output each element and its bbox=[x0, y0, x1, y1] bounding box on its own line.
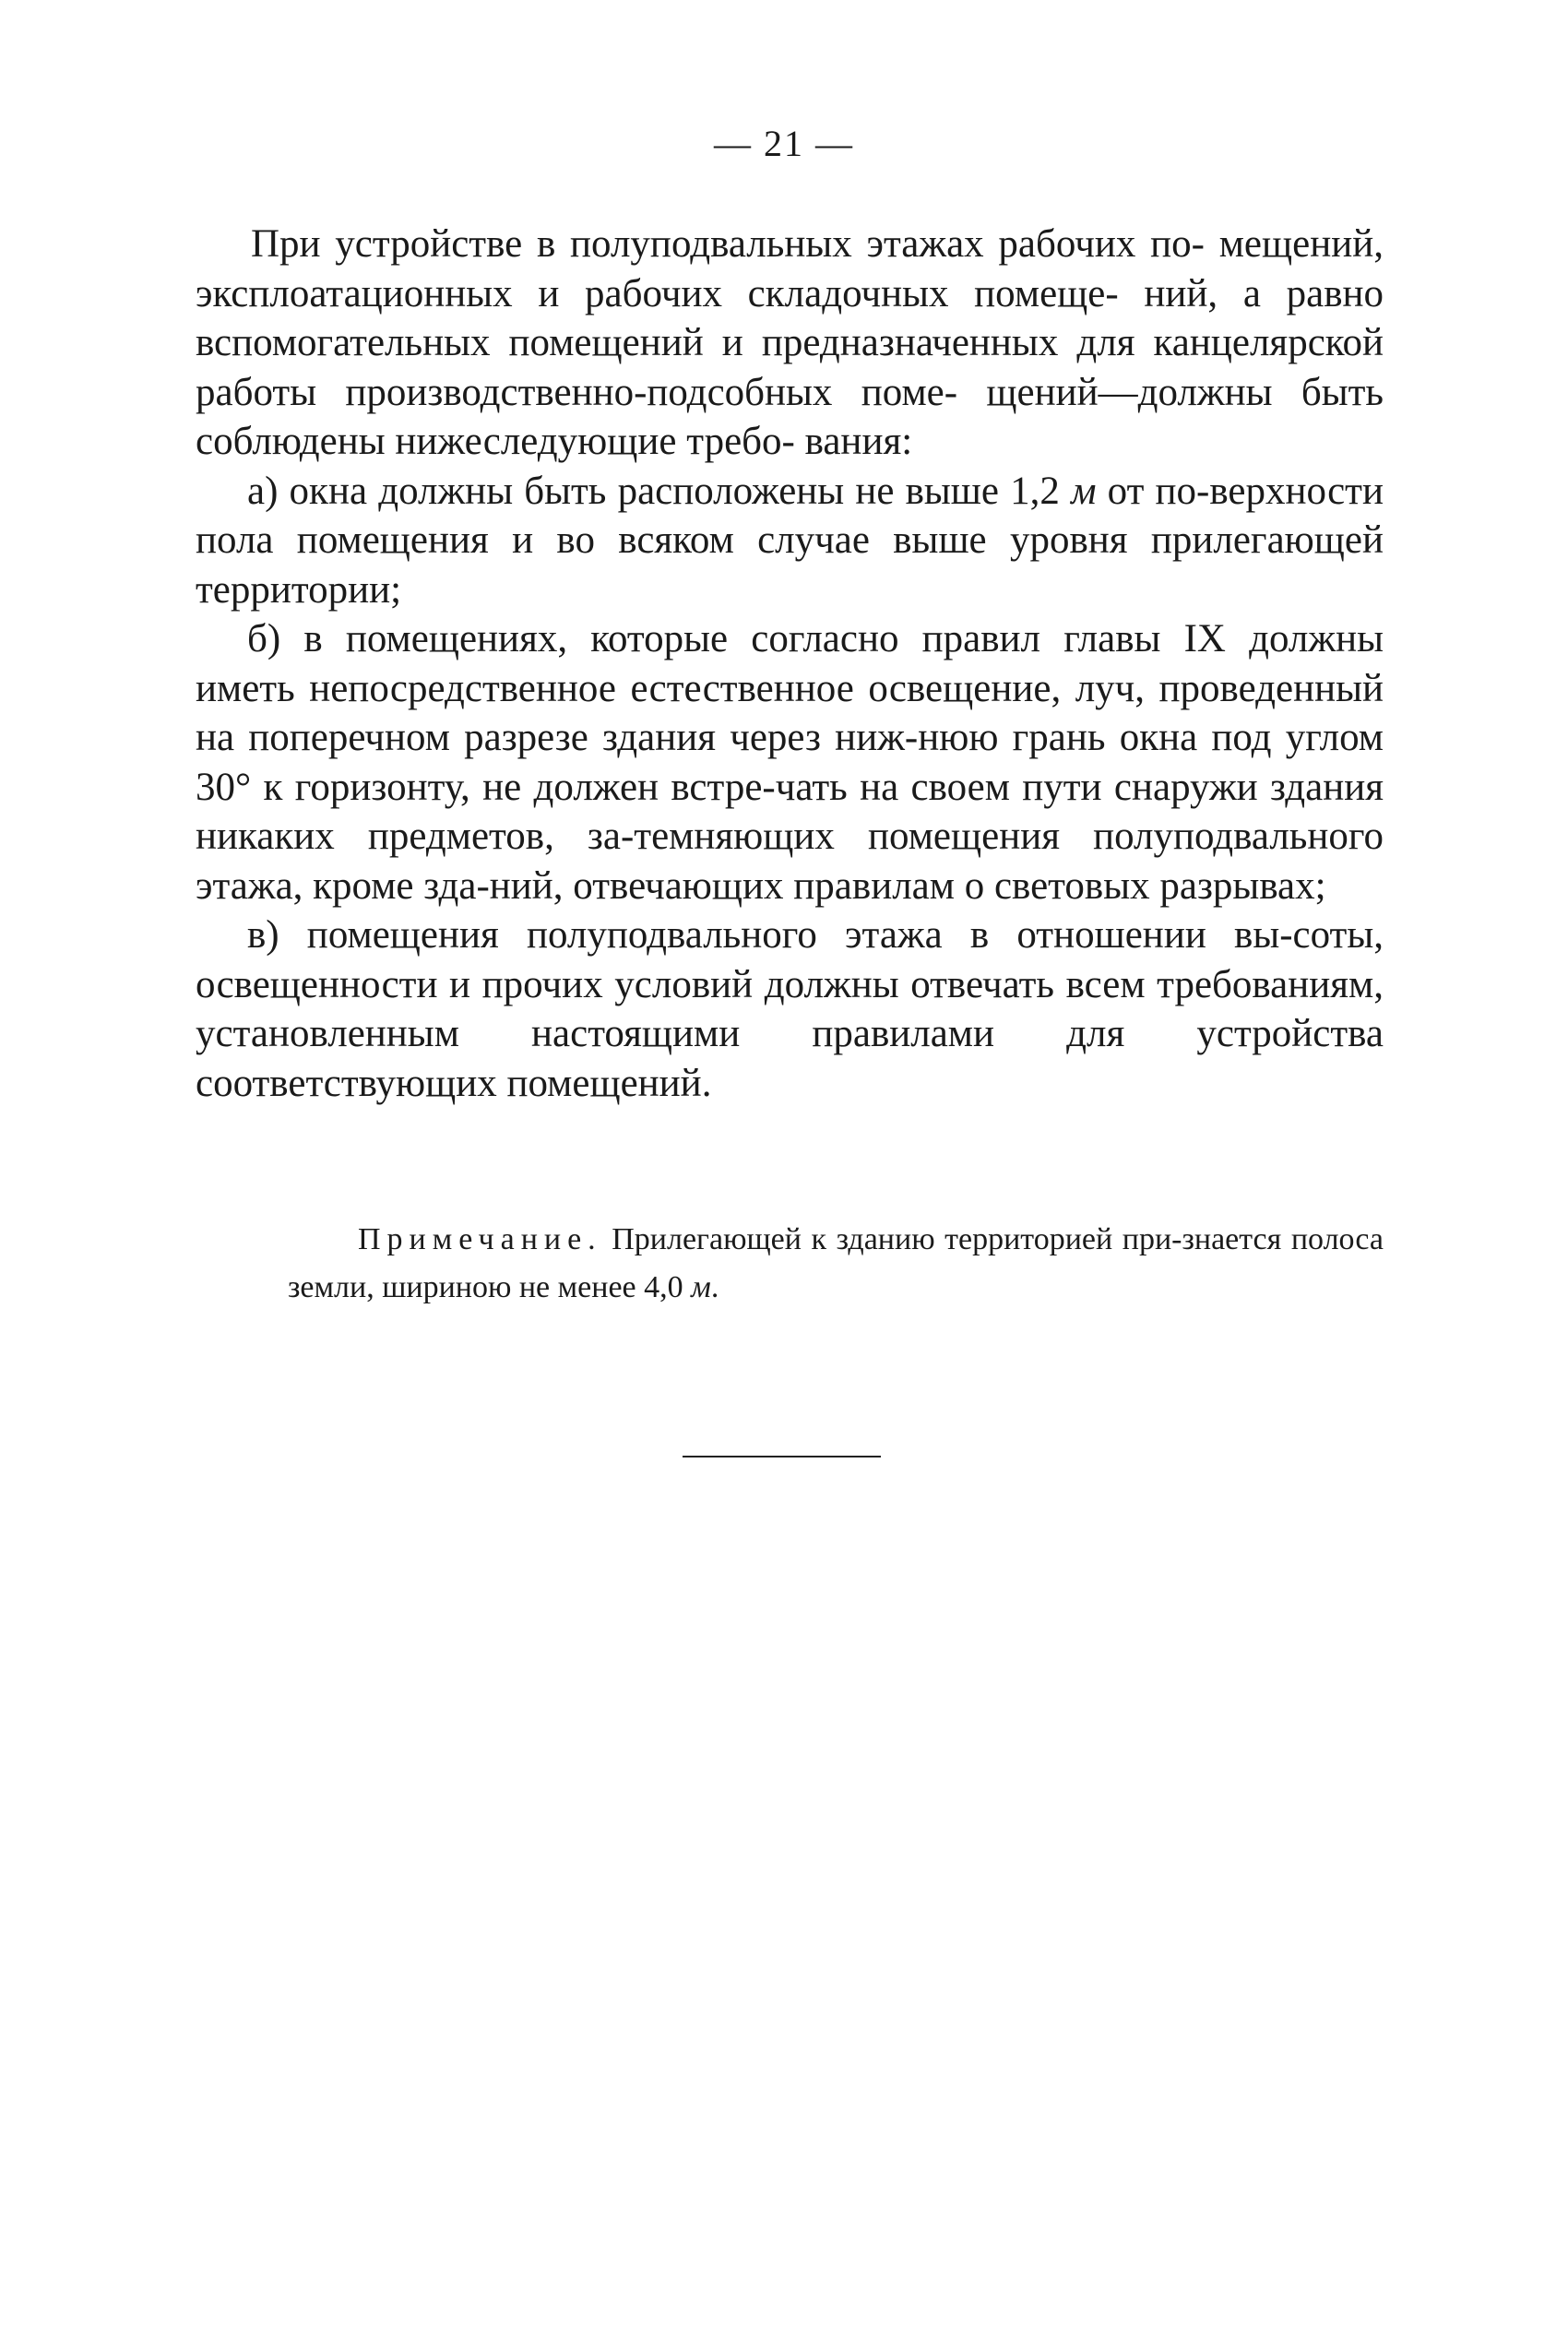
item-a-text: а) окна должны быть расположены не выше 1,2 bbox=[247, 469, 1072, 513]
note-paragraph bbox=[288, 1216, 1384, 1312]
note bbox=[288, 1216, 1384, 1312]
intro-line: щений—должны быть соблюдены нижеследующие требо- bbox=[196, 370, 1384, 463]
item-a-unit: м bbox=[1071, 469, 1097, 513]
intro-line: ний, а равно вспомогательных помещений и предназначенных bbox=[196, 271, 1384, 364]
note-unit: м bbox=[691, 1270, 711, 1304]
note-text: Прилегающей к зданию территорией при-знается полоса земли, шириною не менее 4,0 bbox=[288, 1222, 1384, 1304]
item-a-text-end: от по-верхности пола помещения и во всяком случае выше уровня прилегающей территории; bbox=[196, 469, 1384, 612]
note-end: . bbox=[710, 1270, 719, 1304]
note-label: Примечание. bbox=[358, 1222, 602, 1256]
intro-line: вания: bbox=[804, 420, 913, 463]
intro-line: мещений, эксплоатационных и рабочих складочных помеще- bbox=[196, 222, 1384, 315]
item-a-paragraph bbox=[196, 467, 1384, 615]
body-text bbox=[196, 220, 1384, 1108]
intro-paragraph bbox=[196, 220, 1384, 467]
item-b-paragraph: б) в помещениях, которые согласно правил главы IX должны иметь непосредственное естественное освещение, луч, проведенный на поперечном разрезе здания через ниж-нюю грань окна под углом 30° к горизонту, не должен встре-чать на своем пути снаружи здания никаких предметов, за-темняющих помещения полуподвального этажа, кроме зда-ний, отвечающих правилам о световых разрывах; bbox=[196, 617, 1384, 908]
section-divider bbox=[683, 1456, 881, 1458]
intro-line: для канцелярской работы производственно-подсобных поме- bbox=[196, 321, 1384, 414]
page-number: — 21 — bbox=[714, 123, 854, 164]
item-c-paragraph: в) помещения полуподвального этажа в отношении вы-соты, освещенности и прочих условий должны отвечать всем требованиям, установленным настоящими правилами для устройства соответствующих помещений. bbox=[196, 913, 1384, 1105]
intro-line: При устройстве в полуподвальных этажах рабочих по- bbox=[251, 222, 1205, 266]
